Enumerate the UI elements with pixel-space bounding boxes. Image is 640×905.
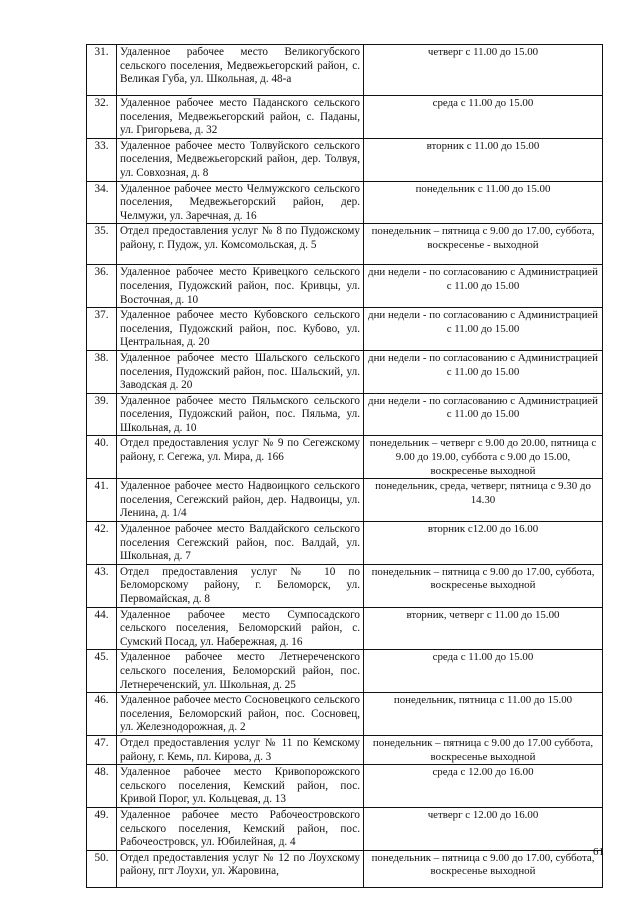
hours-cell: понедельник – пятница с 9.00 до 17.00, суббота, воскресенье выходной — [364, 850, 603, 887]
table-row — [87, 607, 603, 650]
hours-cell: среда с 11.00 до 15.00 — [364, 96, 603, 139]
hours-cell: дни недели - по согласованию с Администрацией с 11.00 до 15.00 — [364, 350, 603, 393]
row-number: 34. — [87, 181, 117, 224]
location-cell: Удаленное рабочее место Челмужского сельского поселения, Медвежьегорский район, дер. Челмужи, ул. Заречная, д. 16 — [117, 181, 364, 224]
hours-cell: понедельник – пятница с 9.00 до 17.00, суббота, воскресенье выходной — [364, 564, 603, 607]
location-cell: Удаленное рабочее место Великогубского сельского поселения, Медвежьегорский район, с. Великая Губа, ул. Школьная, д. 48-а — [117, 45, 364, 96]
table-row — [87, 350, 603, 393]
table-body — [87, 45, 603, 888]
location-cell: Удаленное рабочее место Сумпосадского сельского поселения, Беломорский район, с. Сумский Посад, ул. Набережная, д. 16 — [117, 607, 364, 650]
hours-cell: дни недели - по согласованию с Администрацией с 11.00 до 15.00 — [364, 393, 603, 436]
table-row — [87, 308, 603, 351]
hours-cell: понедельник, среда, четверг, пятница с 9.30 до 14.30 — [364, 479, 603, 522]
table-row — [87, 564, 603, 607]
row-number: 37. — [87, 308, 117, 351]
row-number: 36. — [87, 265, 117, 308]
hours-cell: вторник с12.00 до 16.00 — [364, 522, 603, 565]
location-cell: Отдел предоставления услуг № 9 по Сегежскому району, г. Сегежа, ул. Мира, д. 166 — [117, 436, 364, 479]
location-cell: Удаленное рабочее место Летнереченского сельского поселения, Беломорский район, пос. Летнереченский, ул. Школьная, д. 25 — [117, 650, 364, 693]
table-row — [87, 765, 603, 808]
table-row — [87, 650, 603, 693]
location-cell: Отдел предоставления услуг № 11 по Кемскому району, г. Кемь, пл. Кирова, д. 3 — [117, 735, 364, 764]
location-cell: Удаленное рабочее место Кривецкого сельского поселения, Пудожский район, пос. Кривцы, ул. Восточная, д. 10 — [117, 265, 364, 308]
hours-cell: понедельник с 11.00 до 15.00 — [364, 181, 603, 224]
table-row — [87, 693, 603, 736]
hours-cell: дни недели - по согласованию с Администрацией с 11.00 до 15.00 — [364, 265, 603, 308]
table-row — [87, 138, 603, 181]
row-number: 31. — [87, 45, 117, 96]
hours-cell: среда с 12.00 до 16.00 — [364, 765, 603, 808]
table-row — [87, 807, 603, 850]
location-cell: Удаленное рабочее место Паданского сельского поселения, Медвежьегорский район, с. Паданы, ул. Григорьева, д. 32 — [117, 96, 364, 139]
hours-cell: вторник с 11.00 до 15.00 — [364, 138, 603, 181]
hours-cell: четверг с 11.00 до 15.00 — [364, 45, 603, 96]
row-number: 45. — [87, 650, 117, 693]
page-number: 61 — [593, 846, 604, 858]
location-cell: Удаленное рабочее место Толвуйского сельского поселения, Медвежьегорский район, дер. Толвуя, ул. Совхозная, д. 8 — [117, 138, 364, 181]
hours-cell: понедельник – пятница с 9.00 до 17.00, суббота, воскресенье - выходной — [364, 224, 603, 265]
row-number: 50. — [87, 850, 117, 887]
row-number: 35. — [87, 224, 117, 265]
hours-cell: среда с 11.00 до 15.00 — [364, 650, 603, 693]
hours-cell: дни недели - по согласованию с Администрацией с 11.00 до 15.00 — [364, 308, 603, 351]
hours-cell: понедельник, пятница с 11.00 до 15.00 — [364, 693, 603, 736]
row-number: 41. — [87, 479, 117, 522]
service-points-table — [86, 44, 603, 888]
hours-cell: четверг с 12.00 до 16.00 — [364, 807, 603, 850]
table-row — [87, 265, 603, 308]
row-number: 42. — [87, 522, 117, 565]
table-row — [87, 850, 603, 887]
location-cell: Удаленное рабочее место Сосновецкого сельского поселения, Беломорский район, пос. Сосновец, ул. Железнодорожная, д. 2 — [117, 693, 364, 736]
row-number: 39. — [87, 393, 117, 436]
location-cell: Отдел предоставления услуг № 10 по Беломорскому району, г. Беломорск, ул. Первомайская, д. 8 — [117, 564, 364, 607]
location-cell: Удаленное рабочее место Кубовского сельского поселения, Пудожский район, пос. Кубово, ул. Центральная, д. 20 — [117, 308, 364, 351]
table-row — [87, 479, 603, 522]
row-number: 48. — [87, 765, 117, 808]
table-row — [87, 393, 603, 436]
row-number: 40. — [87, 436, 117, 479]
hours-cell: вторник, четверг с 11.00 до 15.00 — [364, 607, 603, 650]
location-cell: Отдел предоставления услуг № 12 по Лоухскому району, пгт Лоухи, ул. Жаровина, — [117, 850, 364, 887]
table-row — [87, 735, 603, 764]
location-cell: Удаленное рабочее место Шальского сельского поселения, Пудожский район, пос. Шальский, ул. Заводская д. 20 — [117, 350, 364, 393]
table-row — [87, 45, 603, 96]
table-row — [87, 436, 603, 479]
row-number: 43. — [87, 564, 117, 607]
table-row — [87, 224, 603, 265]
location-cell: Удаленное рабочее место Рабочеостровского сельского поселения, Кемский район, пос. Рабочеостровск, ул. Юбилейная, д. 4 — [117, 807, 364, 850]
table-row — [87, 96, 603, 139]
table-row — [87, 522, 603, 565]
row-number: 38. — [87, 350, 117, 393]
location-cell: Удаленное рабочее место Валдайского сельского поселения Сегежский район, пос. Валдай, ул. Школьная, д. 7 — [117, 522, 364, 565]
row-number: 32. — [87, 96, 117, 139]
row-number: 49. — [87, 807, 117, 850]
location-cell: Удаленное рабочее место Надвоицкого сельского поселения, Сегежский район, дер. Надвоицы, ул. Ленина, д. 1/4 — [117, 479, 364, 522]
location-cell: Удаленное рабочее место Пяльмского сельского поселения, Пудожский район, пос. Пяльма, ул. Школьная, д. 10 — [117, 393, 364, 436]
row-number: 47. — [87, 735, 117, 764]
row-number: 46. — [87, 693, 117, 736]
location-cell: Удаленное рабочее место Кривопорожского сельского поселения, Кемский район, пос. Кривой Порог, ул. Кольцевая, д. 13 — [117, 765, 364, 808]
hours-cell: понедельник – пятница с 9.00 до 17.00 суббота, воскресенье выходной — [364, 735, 603, 764]
row-number: 33. — [87, 138, 117, 181]
hours-cell: понедельник – четверг с 9.00 до 20.00, пятница с 9.00 до 19.00, суббота с 9.00 до 15.00, воскресенье выходной — [364, 436, 603, 479]
row-number: 44. — [87, 607, 117, 650]
location-cell: Отдел предоставления услуг № 8 по Пудожскому району, г. Пудож, ул. Комсомольская, д. 5 — [117, 224, 364, 265]
table-row — [87, 181, 603, 224]
